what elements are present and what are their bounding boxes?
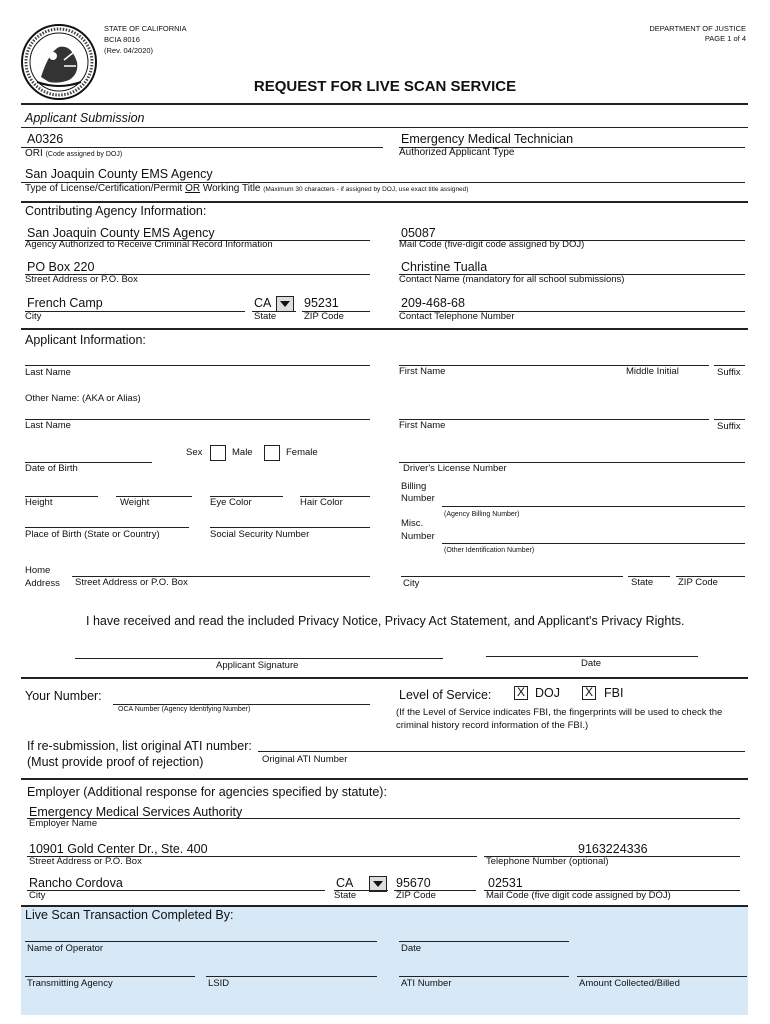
- amount-label: Amount Collected/Billed: [579, 978, 680, 989]
- employer-mail-code-value[interactable]: 02531: [488, 876, 523, 890]
- license-label: Type of License/Certification/Permit OR Working Title (Maximum 30 characters - if assigned by DOJ, use exact title assigned): [25, 183, 469, 194]
- employer-mail-code-label: Mail Code (five digit code assigned by DOJ): [486, 890, 671, 901]
- applicant-type-label: Authorized Applicant Type: [399, 147, 515, 158]
- fbi-label: FBI: [604, 686, 624, 700]
- signature-date-label: Date: [581, 658, 602, 669]
- employer-name-label: Employer Name: [29, 818, 98, 829]
- middle-initial-label: Middle Initial: [626, 366, 679, 377]
- ori-label: ORI (Code assigned by DOJ): [25, 148, 123, 159]
- agency-city-label: City: [25, 311, 42, 322]
- ori-value[interactable]: A0326: [27, 132, 64, 146]
- hair-color-label: Hair Color: [300, 497, 343, 508]
- license-value[interactable]: San Joaquin County EMS Agency: [25, 167, 213, 181]
- contributing-agency-heading: Contributing Agency Information:: [25, 204, 207, 218]
- live-scan-date-label: Date: [401, 943, 422, 954]
- employer-state-label: State: [334, 890, 357, 901]
- resubmission-line2: (Must provide proof of rejection): [27, 755, 204, 769]
- agency-state-value[interactable]: CA: [254, 296, 272, 310]
- eye-color-label: Eye Color: [210, 497, 252, 508]
- agency-street-label: Street Address or P.O. Box: [25, 274, 138, 285]
- doj-checkbox[interactable]: X: [514, 686, 528, 700]
- other-name-label: Other Name: (AKA or Alias): [25, 393, 141, 404]
- live-scan-heading: Live Scan Transaction Completed By:: [25, 908, 234, 922]
- employer-zip-label: ZIP Code: [396, 890, 436, 901]
- agency-state-label: State: [254, 311, 277, 322]
- billing-label-line1: Billing: [401, 481, 427, 492]
- contact-phone-value[interactable]: 209-468-68: [401, 296, 465, 310]
- height-label: Height: [25, 497, 53, 508]
- dob-label: Date of Birth: [25, 463, 78, 474]
- signature-label: Applicant Signature: [216, 660, 299, 671]
- contact-phone-label: Contact Telephone Number: [399, 311, 515, 322]
- header-form-number: BCIA 8016: [104, 35, 140, 44]
- home-state-label: State: [631, 577, 654, 588]
- male-checkbox[interactable]: [210, 445, 226, 461]
- employer-heading: Employer (Additional response for agencies specified by statute):: [27, 785, 387, 799]
- original-ati-label: Original ATI Number: [262, 754, 348, 765]
- female-label: Female: [286, 447, 318, 458]
- billing-sublabel: (Agency Billing Number): [444, 511, 520, 518]
- header-page: PAGE 1 of 4: [704, 34, 746, 43]
- ssn-label: Social Security Number: [210, 529, 310, 540]
- aka-suffix-label: Suffix: [717, 421, 741, 432]
- employer-phone-value[interactable]: 9163224336: [578, 842, 648, 856]
- employer-phone-label: Telephone Number (optional): [486, 856, 609, 867]
- ati-number-label: ATI Number: [401, 978, 452, 989]
- employer-street-value[interactable]: 10901 Gold Center Dr., Ste. 400: [29, 842, 208, 856]
- misc-label-line2: Number: [401, 531, 435, 542]
- level-of-service-label: Level of Service:: [399, 688, 492, 702]
- agency-street-value[interactable]: PO Box 220: [27, 260, 95, 274]
- fbi-checkbox[interactable]: X: [582, 686, 596, 700]
- form-title: REQUEST FOR LIVE SCAN SERVICE: [253, 78, 517, 95]
- aka-first-name-label: First Name: [399, 420, 446, 431]
- weight-label: Weight: [120, 497, 150, 508]
- agency-zip-value[interactable]: 95231: [304, 296, 339, 310]
- home-street-label: Street Address or P.O. Box: [75, 577, 188, 588]
- level-note-line1: (If the Level of Service indicates FBI, the fingerprints will be used to check the: [396, 707, 723, 718]
- employer-street-label: Street Address or P.O. Box: [29, 856, 142, 867]
- header-revision: (Rev. 04/2020): [104, 46, 154, 55]
- oca-label: OCA Number (Agency Identifying Number): [118, 706, 251, 713]
- doj-label: DOJ: [535, 686, 560, 700]
- agency-zip-label: ZIP Code: [304, 311, 344, 322]
- employer-state-value[interactable]: CA: [336, 876, 354, 890]
- home-city-label: City: [403, 578, 420, 589]
- pob-label: Place of Birth (State or Country): [25, 529, 160, 540]
- mail-code-value[interactable]: 05087: [401, 226, 436, 240]
- misc-sublabel: (Other Identification Number): [444, 547, 535, 554]
- header-state: STATE OF CALIFORNIA: [104, 24, 187, 33]
- level-note-line2: criminal history record information of the FBI.): [396, 720, 589, 731]
- employer-name-value[interactable]: Emergency Medical Services Authority: [29, 805, 243, 819]
- agency-label: Agency Authorized to Receive Criminal Record Information: [25, 239, 273, 250]
- contact-name-label: Contact Name (mandatory for all school submissions): [399, 274, 625, 285]
- agency-state-dropdown[interactable]: [276, 296, 294, 312]
- header-department: DEPARTMENT OF JUSTICE: [649, 24, 746, 33]
- home-address-label-line2: Address: [25, 578, 60, 589]
- employer-city-label: City: [29, 890, 46, 901]
- home-zip-label: ZIP Code: [678, 577, 718, 588]
- aka-last-name-label: Last Name: [25, 420, 71, 431]
- home-address-label-line1: Home: [25, 565, 51, 576]
- resubmission-line1: If re-submission, list original ATI number:: [27, 739, 252, 753]
- applicant-submission-heading: Applicant Submission: [25, 111, 145, 125]
- first-name-label: First Name: [399, 366, 446, 377]
- misc-label-line1: Misc.: [401, 518, 424, 529]
- employer-city-value[interactable]: Rancho Cordova: [29, 876, 123, 890]
- employer-zip-value[interactable]: 95670: [396, 876, 431, 890]
- operator-label: Name of Operator: [27, 943, 104, 954]
- privacy-statement: I have received and read the included Privacy Notice, Privacy Act Statement, and Applicant's Privacy Rights.: [86, 614, 685, 628]
- sex-label: Sex: [186, 447, 203, 458]
- billing-label-line2: Number: [401, 493, 435, 504]
- drivers-license-label: Driver's License Number: [403, 463, 507, 474]
- last-name-label: Last Name: [25, 367, 71, 378]
- applicant-type-value[interactable]: Emergency Medical Technician: [401, 132, 574, 146]
- female-checkbox[interactable]: [264, 445, 280, 461]
- transmitting-agency-label: Transmitting Agency: [27, 978, 113, 989]
- male-label: Male: [232, 447, 253, 458]
- applicant-info-heading: Applicant Information:: [25, 333, 146, 347]
- suffix-label: Suffix: [717, 367, 741, 378]
- your-number-label: Your Number:: [25, 689, 102, 703]
- contact-name-value[interactable]: Christine Tualla: [401, 260, 488, 274]
- mail-code-label: Mail Code (five-digit code assigned by DOJ): [399, 239, 585, 250]
- lsid-label: LSID: [208, 978, 230, 989]
- agency-city-value[interactable]: French Camp: [27, 296, 103, 310]
- agency-value[interactable]: San Joaquin County EMS Agency: [27, 226, 215, 240]
